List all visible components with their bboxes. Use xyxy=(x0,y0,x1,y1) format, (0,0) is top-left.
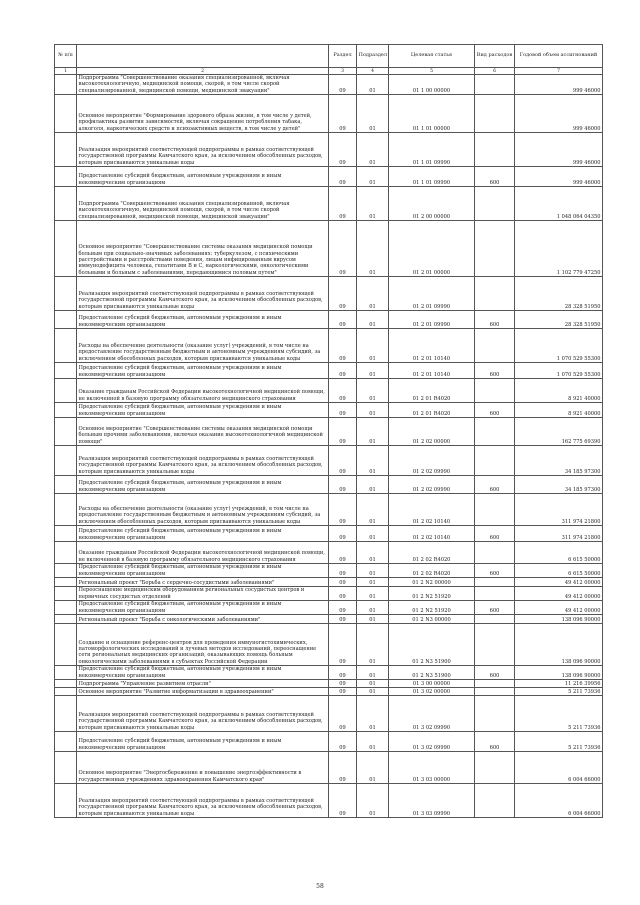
row-vr xyxy=(475,94,515,132)
row-csr: 01 2 02 R4020 xyxy=(389,541,475,563)
row-csr: 01 3 02 09990 xyxy=(389,695,475,731)
row-sum: 138 096 90000 xyxy=(515,623,603,665)
row-razdel: 09 xyxy=(329,276,357,310)
row-csr: 01 2 01 10140 xyxy=(389,362,475,378)
header-podrazdel: Подраздел xyxy=(357,45,389,68)
row-podrazdel: 01 xyxy=(357,402,389,417)
row-razdel: 09 xyxy=(329,679,357,687)
row-number xyxy=(55,600,77,614)
row-podrazdel: 01 xyxy=(357,132,389,166)
row-sum: 311 974 21800 xyxy=(515,493,603,525)
table-row xyxy=(55,577,603,586)
row-csr: 01 2 01 09990 xyxy=(389,310,475,328)
header-razdel: Раздел xyxy=(329,45,357,68)
row-csr: 01 2 02 00000 xyxy=(389,417,475,445)
row-number xyxy=(55,731,77,751)
row-name: Предоставление субсидий бюджетным, автономным учреждениям и иным некоммерческим организациям xyxy=(77,362,329,378)
row-vr xyxy=(475,783,515,817)
row-vr xyxy=(475,577,515,586)
row-vr: 600 xyxy=(475,563,515,577)
row-podrazdel: 01 xyxy=(357,614,389,623)
row-name: Оказание гражданам Российской Федерации высокотехнологичной медицинской помощи, не включенной в базовую программу обязательного медицинского страхования xyxy=(77,541,329,563)
table-row xyxy=(55,276,603,310)
row-razdel: 09 xyxy=(329,362,357,378)
row-razdel: 09 xyxy=(329,75,357,95)
row-podrazdel: 01 xyxy=(357,600,389,614)
column-number: 5 xyxy=(389,68,475,75)
row-sum: 999 46000 xyxy=(515,132,603,166)
row-podrazdel: 01 xyxy=(357,166,389,186)
header-vr: Вид расходов xyxy=(475,45,515,68)
row-name: Переоснащение медицинским оборудованием региональных сосудистых центров и первичных сосудистых отделений xyxy=(77,586,329,600)
row-podrazdel: 01 xyxy=(357,75,389,95)
row-sum: 49 412 00000 xyxy=(515,600,603,614)
page-number: 58 xyxy=(316,883,324,890)
row-number xyxy=(55,665,77,679)
row-csr: 01 2 02 09990 xyxy=(389,475,475,493)
row-sum: 1 048 064 04350 xyxy=(515,186,603,220)
row-sum: 28 328 51950 xyxy=(515,310,603,328)
row-name: Основное мероприятие "Развитие информатизации в здравоохранении" xyxy=(77,687,329,695)
row-sum: 34 185 97300 xyxy=(515,445,603,475)
row-vr xyxy=(475,328,515,362)
row-name: Предоставление субсидий бюджетным, автономным учреждениям и иным некоммерческим организациям xyxy=(77,525,329,541)
row-podrazdel: 01 xyxy=(357,751,389,783)
row-sum: 999 46000 xyxy=(515,166,603,186)
row-razdel: 09 xyxy=(329,220,357,276)
row-name: Реализация мероприятий соответствующей подпрограммы в рамках соответствующей государственной программы Камчатского края, за исключением обособленных расходов, которым присваиваются уникальные коды xyxy=(77,132,329,166)
row-podrazdel: 01 xyxy=(357,525,389,541)
row-number xyxy=(55,563,77,577)
row-csr: 01 2 N3 51900 xyxy=(389,665,475,679)
row-number xyxy=(55,94,77,132)
row-podrazdel: 01 xyxy=(357,276,389,310)
row-vr xyxy=(475,541,515,563)
row-csr: 01 2 N3 51900 xyxy=(389,623,475,665)
row-razdel: 09 xyxy=(329,186,357,220)
table-row xyxy=(55,614,603,623)
column-number: 7 xyxy=(515,68,603,75)
row-csr: 01 1 01 09990 xyxy=(389,166,475,186)
row-number xyxy=(55,186,77,220)
row-podrazdel: 01 xyxy=(357,687,389,695)
row-podrazdel: 01 xyxy=(357,362,389,378)
row-sum: 999 46000 xyxy=(515,75,603,95)
row-podrazdel: 01 xyxy=(357,783,389,817)
row-name: Региональный проект "Борьба с сердечно-сосудистыми заболеваниями" xyxy=(77,577,329,586)
row-razdel: 09 xyxy=(329,751,357,783)
row-name: Подпрограмма "Управление развитием отрасли" xyxy=(77,679,329,687)
row-razdel: 09 xyxy=(329,695,357,731)
row-name: Предоставление субсидий бюджетным, автономным учреждениям и иным некоммерческим организациям xyxy=(77,402,329,417)
row-razdel: 09 xyxy=(329,525,357,541)
table-row xyxy=(55,541,603,563)
row-name: Региональный проект "Борьба с онкологическими заболеваниями" xyxy=(77,614,329,623)
row-sum: 49 412 00000 xyxy=(515,577,603,586)
row-podrazdel: 01 xyxy=(357,541,389,563)
row-csr: 01 2 02 10140 xyxy=(389,525,475,541)
row-number xyxy=(55,614,77,623)
row-name: Подпрограмма "Совершенствование оказания специализированной, включая высокотехнологичную, медицинской помощи, скорой, в том числе скорой специализированной, медицинской помощи, медицинской эвакуации" xyxy=(77,186,329,220)
row-csr: 01 1 00 00000 xyxy=(389,75,475,95)
row-vr: 600 xyxy=(475,362,515,378)
row-sum: 6 004 66000 xyxy=(515,751,603,783)
row-razdel: 09 xyxy=(329,475,357,493)
row-vr xyxy=(475,679,515,687)
row-podrazdel: 01 xyxy=(357,695,389,731)
row-vr: 600 xyxy=(475,731,515,751)
table-row xyxy=(55,731,603,751)
row-number xyxy=(55,132,77,166)
row-csr: 01 2 N2 00000 xyxy=(389,577,475,586)
budget-table xyxy=(54,44,603,818)
table-row xyxy=(55,586,603,600)
row-razdel: 09 xyxy=(329,783,357,817)
row-razdel: 09 xyxy=(329,623,357,665)
table-row xyxy=(55,665,603,679)
row-name: Создание и оснащение референс-центров для проведения иммуногистохимических, патоморфологических исследований и лучевых методов исследований, переоснащение сети региональных медицинских организаций, оказывающих помощь больным онкологическими заболеваниями в субъектах Российской Федерации xyxy=(77,623,329,665)
row-csr: 01 3 02 09990 xyxy=(389,731,475,751)
table-header-row xyxy=(55,45,603,68)
row-vr: 600 xyxy=(475,600,515,614)
row-sum: 6 615 50000 xyxy=(515,563,603,577)
row-podrazdel: 01 xyxy=(357,94,389,132)
row-vr xyxy=(475,417,515,445)
header-name xyxy=(77,45,329,68)
row-podrazdel: 01 xyxy=(357,475,389,493)
table-row xyxy=(55,679,603,687)
row-razdel: 09 xyxy=(329,493,357,525)
row-podrazdel: 01 xyxy=(357,577,389,586)
row-name: Реализация мероприятий соответствующей подпрограммы в рамках соответствующей государственной программы Камчатского края, за исключением обособленных расходов, которым присваиваются уникальные коды xyxy=(77,783,329,817)
row-csr: 01 3 03 09990 xyxy=(389,783,475,817)
row-razdel: 09 xyxy=(329,665,357,679)
row-sum: 49 412 00000 xyxy=(515,586,603,600)
row-number xyxy=(55,417,77,445)
row-name: Предоставление субсидий бюджетным, автономным учреждениям и иным некоммерческим организациям xyxy=(77,475,329,493)
header-no: № п/п xyxy=(55,45,77,68)
column-number-row xyxy=(55,68,603,75)
row-csr: 01 2 02 R4020 xyxy=(389,563,475,577)
row-razdel: 09 xyxy=(329,600,357,614)
table-body xyxy=(55,75,603,818)
row-name: Предоставление субсидий бюджетным, автономным учреждениям и иным некоммерческим организациям xyxy=(77,166,329,186)
row-name: Подпрограмма "Совершенствование оказания специализированной, включая высокотехнологичную, медицинской помощи, скорой, в том числе скорой специализированной, медицинской помощи, медицинской эвакуации" xyxy=(77,75,329,95)
row-podrazdel: 01 xyxy=(357,731,389,751)
row-number xyxy=(55,541,77,563)
table-row xyxy=(55,623,603,665)
row-csr: 01 2 N2 51920 xyxy=(389,586,475,600)
row-number xyxy=(55,525,77,541)
row-vr: 600 xyxy=(475,475,515,493)
row-name: Основное мероприятие "Формирование здорового образа жизни, в том числе у детей, профилактика развития зависимостей, включая сокращение потребления табака, алкоголя, наркотических средств и психоактивных веществ, в том числе у детей" xyxy=(77,94,329,132)
table-row xyxy=(55,417,603,445)
row-number xyxy=(55,75,77,95)
row-vr xyxy=(475,75,515,95)
row-vr xyxy=(475,751,515,783)
row-number xyxy=(55,276,77,310)
row-podrazdel: 01 xyxy=(357,186,389,220)
row-vr xyxy=(475,220,515,276)
row-podrazdel: 01 xyxy=(357,563,389,577)
row-sum: 5 211 73936 xyxy=(515,695,603,731)
row-name: Основное мероприятие "Совершенствование системы оказания медицинской помощи больным прочими заболеваниями, включая оказание высокотехнологичной медицинской помощи" xyxy=(77,417,329,445)
row-csr: 01 1 01 09990 xyxy=(389,132,475,166)
row-csr: 01 3 03 00000 xyxy=(389,751,475,783)
table-row xyxy=(55,687,603,695)
table-row xyxy=(55,186,603,220)
row-number xyxy=(55,623,77,665)
row-razdel: 09 xyxy=(329,563,357,577)
row-vr xyxy=(475,132,515,166)
row-name: Предоставление субсидий бюджетным, автономным учреждениям и иным некоммерческим организациям xyxy=(77,600,329,614)
row-csr: 01 3 00 00000 xyxy=(389,679,475,687)
table-row xyxy=(55,445,603,475)
row-name: Основное мероприятие "Совершенствование системы оказания медицинской помощи больным при социально-значимых заболеваниях: туберкулезом, с психическими расстройствами и расстройствами поведения, лицам инфицированным вирусом иммунодефицита человека, гепатитами B и C, наркологическими, онкологическими больными и больным с заболеваниями, передающимися половым путем" xyxy=(77,220,329,276)
row-podrazdel: 01 xyxy=(357,328,389,362)
row-csr: 01 2 01 00000 xyxy=(389,220,475,276)
row-razdel: 09 xyxy=(329,541,357,563)
row-razdel: 09 xyxy=(329,402,357,417)
table-row xyxy=(55,378,603,402)
row-csr: 01 2 01 R4020 xyxy=(389,378,475,402)
row-number xyxy=(55,679,77,687)
table-row xyxy=(55,310,603,328)
row-podrazdel: 01 xyxy=(357,493,389,525)
row-vr xyxy=(475,614,515,623)
row-sum: 162 775 69390 xyxy=(515,417,603,445)
row-name: Предоставление субсидий бюджетным, автономным учреждениям и иным некоммерческим организациям xyxy=(77,563,329,577)
table-row xyxy=(55,493,603,525)
row-vr: 600 xyxy=(475,525,515,541)
row-name: Предоставление субсидий бюджетным, автономным учреждениям и иным некоммерческим организациям xyxy=(77,310,329,328)
row-name: Реализация мероприятий соответствующей подпрограммы в рамках соответствующей государственной программы Камчатского края, за исключением обособленных расходов, которым присваиваются уникальные коды xyxy=(77,276,329,310)
row-number xyxy=(55,310,77,328)
table-row xyxy=(55,751,603,783)
row-sum: 5 211 73936 xyxy=(515,731,603,751)
row-csr: 01 2 02 10140 xyxy=(389,493,475,525)
row-number xyxy=(55,166,77,186)
header-csr: Целевая статья xyxy=(389,45,475,68)
row-podrazdel: 01 xyxy=(357,623,389,665)
row-razdel: 09 xyxy=(329,132,357,166)
row-podrazdel: 01 xyxy=(357,378,389,402)
column-number: 1 xyxy=(55,68,77,75)
table-row xyxy=(55,475,603,493)
row-number xyxy=(55,687,77,695)
row-name: Расходы на обеспечение деятельности (оказание услуг) учреждений, в том числе на предоставление государственным бюджетным и автономным учреждениям субсидий, за исключением обособленных расходов, которым присваиваются уникальные коды xyxy=(77,493,329,525)
table-row xyxy=(55,695,603,731)
column-number: 3 xyxy=(329,68,357,75)
table-row xyxy=(55,132,603,166)
row-number xyxy=(55,475,77,493)
row-csr: 01 2 01 10140 xyxy=(389,328,475,362)
table-row xyxy=(55,563,603,577)
row-number xyxy=(55,378,77,402)
row-number xyxy=(55,695,77,731)
row-razdel: 09 xyxy=(329,586,357,600)
row-number xyxy=(55,783,77,817)
row-sum: 8 921 40000 xyxy=(515,378,603,402)
row-sum: 999 46000 xyxy=(515,94,603,132)
row-name: Предоставление субсидий бюджетным, автономным учреждениям и иным некоммерческим организациям xyxy=(77,731,329,751)
table-row xyxy=(55,600,603,614)
row-vr xyxy=(475,378,515,402)
row-number xyxy=(55,402,77,417)
row-razdel: 09 xyxy=(329,94,357,132)
row-csr: 01 2 N2 51920 xyxy=(389,600,475,614)
header-sum: Годовой объем ассигнований xyxy=(515,45,603,68)
row-number xyxy=(55,220,77,276)
column-number: 2 xyxy=(77,68,329,75)
row-podrazdel: 01 xyxy=(357,679,389,687)
row-vr xyxy=(475,687,515,695)
row-number xyxy=(55,493,77,525)
row-razdel: 09 xyxy=(329,445,357,475)
table-row xyxy=(55,220,603,276)
row-razdel: 09 xyxy=(329,614,357,623)
table-row xyxy=(55,525,603,541)
row-name: Реализация мероприятий соответствующей подпрограммы в рамках соответствующей государственной программы Камчатского края, за исключением обособленных расходов, которым присваиваются уникальные коды xyxy=(77,445,329,475)
row-razdel: 09 xyxy=(329,417,357,445)
row-vr: 600 xyxy=(475,665,515,679)
row-sum: 311 974 21800 xyxy=(515,525,603,541)
row-vr xyxy=(475,695,515,731)
row-razdel: 09 xyxy=(329,687,357,695)
table-row xyxy=(55,75,603,95)
row-csr: 01 2 01 R4020 xyxy=(389,402,475,417)
row-sum: 34 185 97300 xyxy=(515,475,603,493)
row-vr: 600 xyxy=(475,166,515,186)
row-razdel: 09 xyxy=(329,577,357,586)
row-csr: 01 1 01 00000 xyxy=(389,94,475,132)
row-podrazdel: 01 xyxy=(357,665,389,679)
row-csr: 01 2 00 00000 xyxy=(389,186,475,220)
row-name: Основное мероприятие "Энергосбережение и повышение энергоэффективности в государственных учреждениях здравоохранения Камчатского края" xyxy=(77,751,329,783)
row-number xyxy=(55,445,77,475)
row-razdel: 09 xyxy=(329,731,357,751)
row-sum: 1 102 779 47250 xyxy=(515,220,603,276)
row-csr: 01 2 01 09990 xyxy=(389,276,475,310)
row-number xyxy=(55,362,77,378)
row-sum: 138 096 90000 xyxy=(515,614,603,623)
column-number: 4 xyxy=(357,68,389,75)
column-number: 6 xyxy=(475,68,515,75)
row-name: Предоставление субсидий бюджетным, автономным учреждениям и иным некоммерческим организациям xyxy=(77,665,329,679)
row-razdel: 09 xyxy=(329,166,357,186)
row-sum: 5 211 73936 xyxy=(515,687,603,695)
row-vr xyxy=(475,276,515,310)
table-row xyxy=(55,328,603,362)
row-sum: 138 096 90000 xyxy=(515,665,603,679)
table-row xyxy=(55,94,603,132)
row-sum: 6 615 50000 xyxy=(515,541,603,563)
row-csr: 01 2 N3 00000 xyxy=(389,614,475,623)
row-sum: 11 216 39956 xyxy=(515,679,603,687)
row-vr: 600 xyxy=(475,310,515,328)
row-sum: 8 921 40000 xyxy=(515,402,603,417)
row-number xyxy=(55,586,77,600)
row-number xyxy=(55,751,77,783)
row-vr xyxy=(475,586,515,600)
row-csr: 01 2 02 09990 xyxy=(389,445,475,475)
row-podrazdel: 01 xyxy=(357,417,389,445)
row-name: Расходы на обеспечение деятельности (оказание услуг) учреждений, в том числе на предоставление государственным бюджетным и автономным учреждениям субсидий, за исключением обособленных расходов, которым присваиваются уникальные коды xyxy=(77,328,329,362)
row-name: Реализация мероприятий соответствующей подпрограммы в рамках соответствующей государственной программы Камчатского края, за исключением обособленных расходов, которым присваиваются уникальные коды xyxy=(77,695,329,731)
row-podrazdel: 01 xyxy=(357,445,389,475)
table-row xyxy=(55,783,603,817)
row-razdel: 09 xyxy=(329,328,357,362)
row-vr: 600 xyxy=(475,402,515,417)
row-razdel: 09 xyxy=(329,310,357,328)
row-vr xyxy=(475,493,515,525)
row-vr xyxy=(475,186,515,220)
row-sum: 28 328 51950 xyxy=(515,276,603,310)
row-sum: 6 004 66000 xyxy=(515,783,603,817)
row-podrazdel: 01 xyxy=(357,586,389,600)
table-row xyxy=(55,402,603,417)
row-podrazdel: 01 xyxy=(357,310,389,328)
row-number xyxy=(55,577,77,586)
row-sum: 1 070 529 55300 xyxy=(515,328,603,362)
table-row xyxy=(55,362,603,378)
row-name: Оказание гражданам Российской Федерации высокотехнологичной медицинской помощи, не включенной в базовую программу обязательного медицинского страхования xyxy=(77,378,329,402)
row-vr xyxy=(475,445,515,475)
table-row xyxy=(55,166,603,186)
row-number xyxy=(55,328,77,362)
row-podrazdel: 01 xyxy=(357,220,389,276)
row-csr: 01 3 02 00000 xyxy=(389,687,475,695)
row-vr xyxy=(475,623,515,665)
row-razdel: 09 xyxy=(329,378,357,402)
row-sum: 1 070 529 55300 xyxy=(515,362,603,378)
